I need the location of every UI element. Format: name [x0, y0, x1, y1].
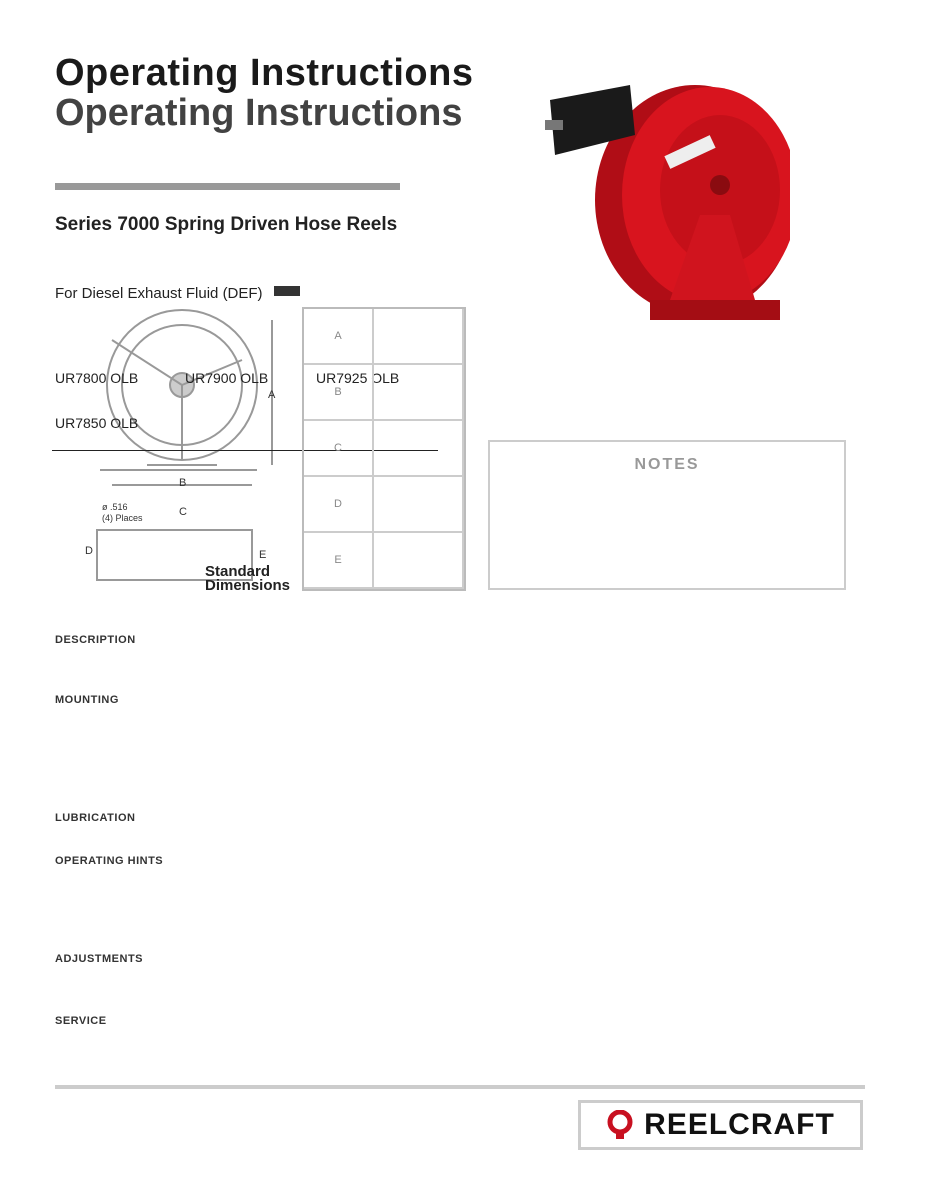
- holes-places: (4) Places: [102, 513, 143, 523]
- section-lubrication-head: LUBRICATION: [55, 812, 136, 824]
- spec-val-b: [374, 365, 464, 421]
- spec-val-c: [374, 421, 464, 477]
- dimensions-caption: Standard Dimensions: [205, 563, 291, 594]
- spec-key-c: C: [304, 421, 374, 477]
- hose-reel-image: [520, 65, 790, 335]
- dim-c-label: C: [179, 506, 187, 518]
- section-adjustments-head: ADJUSTMENTS: [55, 953, 144, 965]
- section-operating-hints-head: OPERATING HINTS: [55, 855, 164, 867]
- section-description-head: DESCRIPTION: [55, 634, 136, 646]
- model-ur7900: UR7900 OLB: [185, 370, 269, 386]
- dim-a-label: A: [268, 389, 276, 401]
- logo-wordmark: REELCRAFT: [644, 1108, 835, 1141]
- def-highlight: [274, 286, 300, 296]
- dim-d-label: D: [85, 545, 93, 557]
- spec-key-a: A: [304, 309, 374, 365]
- model-ur7850: UR7850 OLB: [55, 415, 139, 431]
- spec-val-d: [374, 477, 464, 533]
- dim-b-label: B: [179, 477, 187, 489]
- footer-rule: [55, 1085, 865, 1089]
- series-title: Series 7000 Spring Driven Hose Reels: [55, 214, 398, 235]
- model-ur7925: UR7925 OLB: [316, 370, 400, 386]
- spec-table: [302, 307, 466, 591]
- notes-box: [488, 440, 846, 590]
- dim-e-label: E: [259, 549, 267, 561]
- spec-key-e: E: [304, 533, 374, 589]
- blurred-subtitle-bar: [55, 183, 400, 190]
- page-title-echo: Operating Instructions: [55, 92, 463, 134]
- spec-val-a: [374, 309, 464, 365]
- model-ur7800: UR7800 OLB: [55, 370, 139, 386]
- reel-dimension-diagram: [52, 300, 302, 595]
- holes-label: ø .516: [102, 502, 128, 512]
- spec-key-b: B: [304, 365, 374, 421]
- spec-val-e: [374, 533, 464, 589]
- section-mounting-head: MOUNTING: [55, 694, 119, 706]
- reelcraft-logo: [578, 1100, 863, 1150]
- reelcraft-mark-icon: [606, 1110, 634, 1140]
- section-service-head: SERVICE: [55, 1015, 107, 1027]
- notes-title: NOTES: [634, 456, 700, 473]
- spec-key-d: D: [304, 477, 374, 533]
- page-title: Operating Instructions: [55, 52, 474, 94]
- application-title: For Diesel Exhaust Fluid (DEF): [55, 285, 263, 302]
